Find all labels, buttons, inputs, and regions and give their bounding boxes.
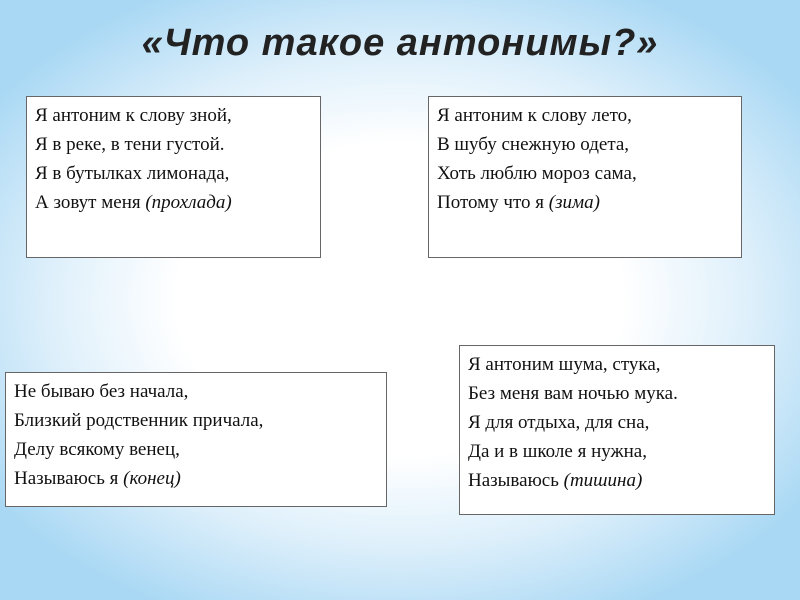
riddle-box-prokhlada (26, 96, 321, 258)
riddle-last-line (14, 464, 386, 493)
riddle-line: Да и в школе я нужна, (468, 441, 647, 462)
riddle-line: Я антоним к слову лето, (437, 105, 632, 126)
riddle-line: В шубу снежную одета, (437, 134, 630, 155)
riddle-last-line (437, 188, 741, 217)
page-title: «Что такое антонимы?» (141, 22, 659, 64)
riddle-line: Я антоним к слову зной, (35, 105, 232, 126)
riddle-answer: (прохлада) (145, 192, 232, 213)
riddle-line-prefix: Называюсь (468, 470, 564, 491)
riddle-line: Я в бутылках лимонада, (35, 163, 230, 184)
riddle-line-prefix: Называюсь я (14, 468, 124, 489)
riddle-line: Близкий родственник причала, (14, 410, 264, 431)
riddle-last-line (468, 466, 774, 495)
riddle-answer: (зима) (548, 192, 600, 213)
riddle-last-line (35, 188, 320, 217)
riddle-line: Я для отдыха, для сна, (468, 412, 650, 433)
riddle-answer: (конец) (123, 468, 181, 489)
riddle-box-tishina (459, 345, 775, 515)
riddle-box-zima (428, 96, 742, 258)
riddle-line: Хоть люблю мороз сама, (437, 163, 637, 184)
riddle-line-prefix: А зовут меня (35, 192, 146, 213)
riddle-line: Без меня вам ночью мука. (468, 383, 678, 404)
riddle-answer: (тишина) (563, 470, 643, 491)
riddle-line-prefix: Потому что я (437, 192, 549, 213)
riddle-line: Делу всякому венец, (14, 439, 180, 460)
riddle-box-konets (5, 372, 387, 507)
riddle-line: Не бываю без начала, (14, 381, 189, 402)
riddle-line: Я в реке, в тени густой. (35, 134, 225, 155)
riddle-line: Я антоним шума, стука, (468, 354, 661, 375)
